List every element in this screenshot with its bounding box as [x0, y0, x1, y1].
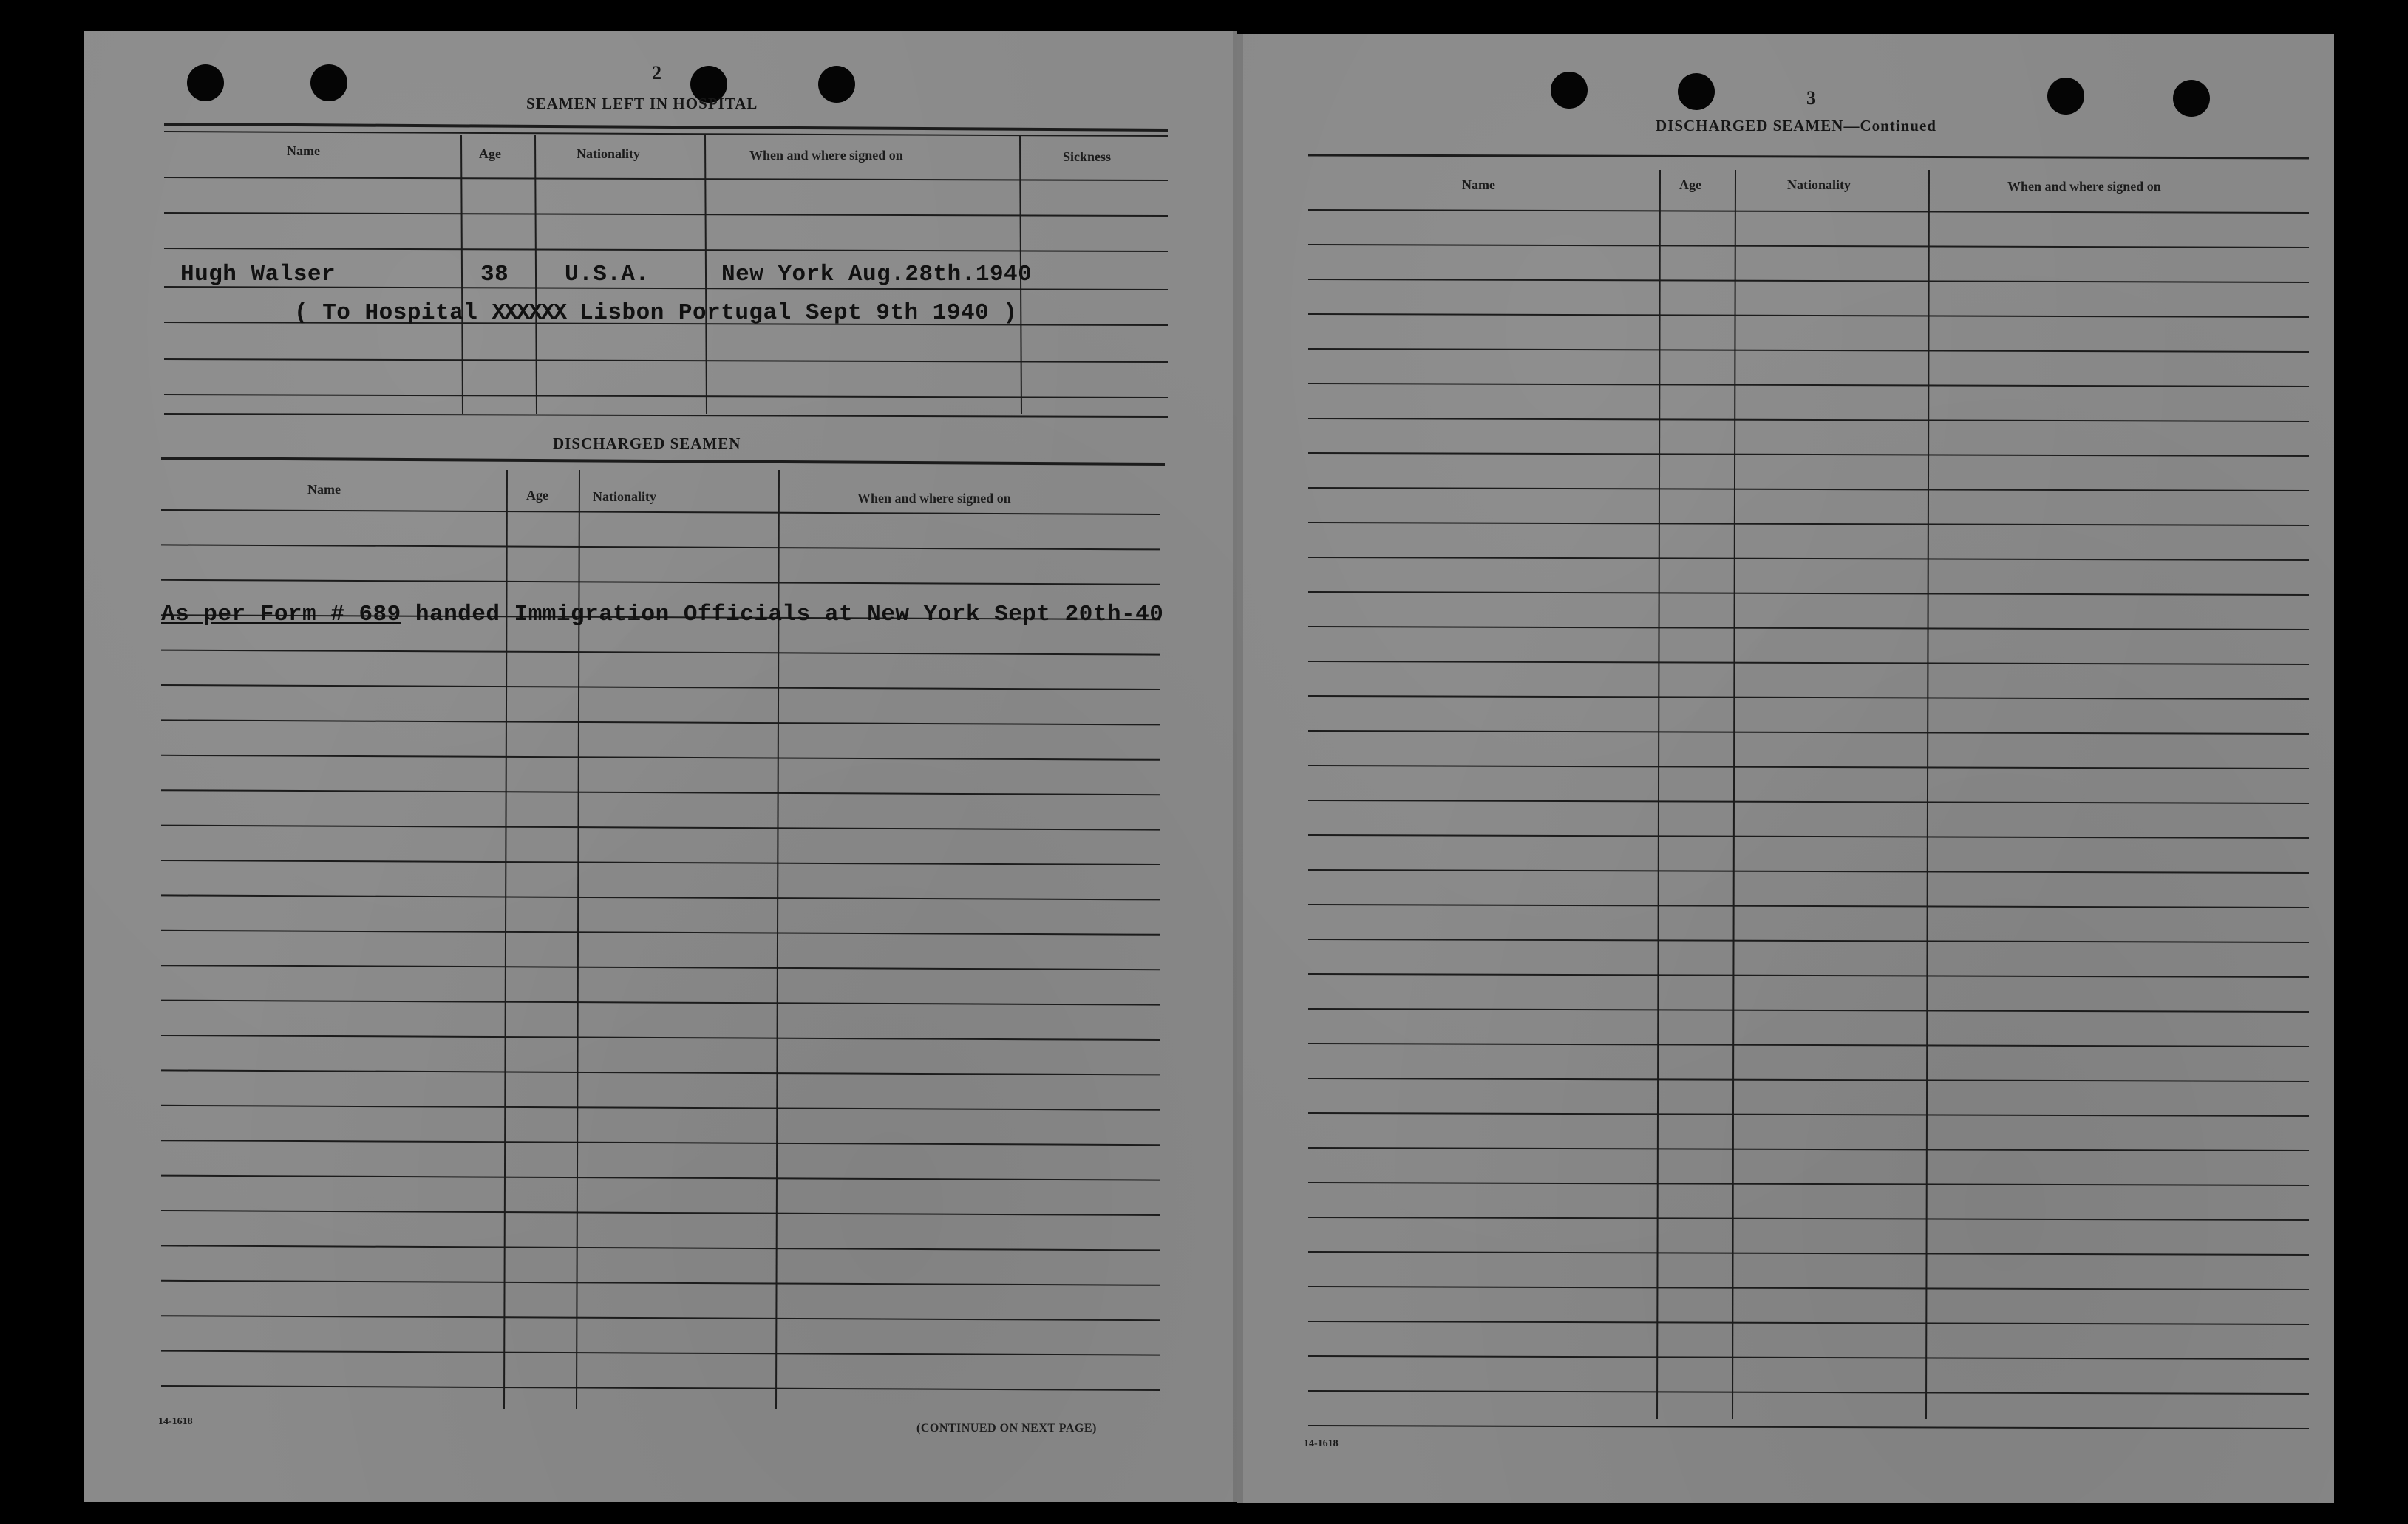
- col-header-signed-on: When and where signed on: [857, 491, 1011, 506]
- section-rule: [164, 132, 1168, 136]
- table-rule: [161, 1316, 1160, 1320]
- table-rule: [1308, 870, 2309, 873]
- discharge-note-underlined: As per Form # 689: [161, 602, 401, 627]
- table-rule: [164, 359, 1168, 362]
- table-rule: [1308, 766, 2309, 769]
- table-rule: [164, 177, 1168, 180]
- table-rule: [161, 860, 1160, 865]
- hospital-section-title: SEAMEN LEFT IN HOSPITAL: [526, 95, 758, 112]
- table-rule: [1308, 453, 2309, 456]
- discharge-note: [161, 602, 1163, 627]
- table-rule: [1308, 1287, 2309, 1290]
- table-rule: [1308, 974, 2309, 977]
- table-rule: [161, 580, 1160, 585]
- table-rule: [161, 1140, 1160, 1145]
- table-rule: [1308, 1217, 2309, 1220]
- table-rule: [161, 650, 1160, 655]
- table-rule: [1308, 1426, 2309, 1429]
- seaman-signed-on: New York Aug.28th.1940: [721, 262, 1033, 288]
- column-rule: [705, 135, 707, 414]
- table-rule: [1308, 523, 2309, 525]
- table-rule: [164, 248, 1168, 251]
- table-rule: [1308, 384, 2309, 387]
- table-rule: [161, 1351, 1160, 1355]
- table-rule: [161, 895, 1160, 899]
- seaman-name: Hugh Walser: [180, 262, 336, 288]
- table-rule: [161, 1281, 1160, 1285]
- col-header-age: Age: [1679, 177, 1701, 192]
- table-rule: [1308, 418, 2309, 421]
- table-rule: [161, 826, 1160, 830]
- table-rule: [1308, 1356, 2309, 1359]
- hospital-note-suffix: Lisbon Portugal Sept 9th 1940 ): [565, 300, 1018, 326]
- table-rule: [161, 1245, 1160, 1250]
- col-header-signed-on: When and where signed on: [749, 148, 903, 163]
- table-rule: [1308, 557, 2309, 560]
- table-rule: [161, 931, 1160, 935]
- table-rule: [1308, 349, 2309, 352]
- table-rule: [161, 1106, 1160, 1110]
- col-header-nationality: Nationality: [577, 146, 641, 161]
- table-rule: [1308, 245, 2309, 248]
- table-rule: [1308, 592, 2309, 595]
- table-rule: [1308, 939, 2309, 942]
- table-rule: [1308, 835, 2309, 838]
- table-rule: [161, 510, 1160, 514]
- table-rule: [161, 755, 1160, 760]
- column-rule: [1732, 170, 1735, 1419]
- col-header-name: Name: [307, 482, 341, 497]
- table-rule: [1308, 210, 2309, 213]
- col-header-age: Age: [479, 146, 501, 161]
- col-header-nationality: Nationality: [593, 489, 657, 504]
- column-rule: [535, 135, 537, 414]
- table-rule: [164, 213, 1168, 216]
- table-rule: [161, 1001, 1160, 1005]
- table-rule: [161, 685, 1160, 690]
- struck-out-text: XXXXXX: [492, 300, 566, 326]
- table-rule: [1308, 696, 2309, 699]
- page-number: 2: [652, 62, 661, 84]
- col-header-signed-on: When and where signed on: [2007, 179, 2161, 194]
- table-rule: [1308, 1113, 2309, 1116]
- table-rule: [161, 1070, 1160, 1075]
- table-rule: [161, 1211, 1160, 1215]
- table-rule: [161, 545, 1160, 549]
- table-rule: [1308, 800, 2309, 803]
- table-rule: [1308, 627, 2309, 630]
- table-rule: [1308, 1252, 2309, 1255]
- table-rule: [1308, 731, 2309, 734]
- form-number: 14-1618: [1304, 1438, 1339, 1449]
- table-rule: [161, 790, 1160, 795]
- table-rule: [1308, 488, 2309, 491]
- discharged-section-title: DISCHARGED SEAMEN: [553, 435, 741, 452]
- right-page-title: DISCHARGED SEAMEN—Continued: [1656, 117, 1936, 135]
- section-rule: [161, 458, 1165, 464]
- table-rule: [1308, 1044, 2309, 1047]
- table-rule: [161, 1035, 1160, 1040]
- col-header-nationality: Nationality: [1787, 177, 1851, 192]
- seaman-age: 38: [480, 262, 509, 288]
- col-header-sickness: Sickness: [1063, 149, 1112, 164]
- table-rule: [1308, 1321, 2309, 1324]
- page-number: 3: [1806, 87, 1816, 109]
- column-rule: [461, 135, 463, 414]
- col-header-age: Age: [526, 488, 548, 503]
- table-rule: [1308, 314, 2309, 317]
- hospital-note: [294, 300, 1017, 326]
- table-rule: [164, 414, 1168, 417]
- col-header-name: Name: [1462, 177, 1495, 192]
- continued-note: (CONTINUED ON NEXT PAGE): [916, 1422, 1097, 1435]
- table-rule: [161, 1176, 1160, 1180]
- section-rule: [164, 124, 1168, 130]
- table-rule: [1308, 1183, 2309, 1185]
- table-rule: [1308, 661, 2309, 664]
- discharge-note-rest: handed Immigration Officials at New York Sept 20th-40: [401, 602, 1164, 627]
- table-rule: [1308, 1148, 2309, 1151]
- table-rule: [161, 720, 1160, 724]
- section-rule: [1308, 155, 2309, 158]
- col-header-name: Name: [287, 143, 320, 158]
- table-rule: [1308, 1391, 2309, 1394]
- form-number: 14-1618: [158, 1416, 193, 1427]
- table-rule: [161, 1386, 1160, 1390]
- hospital-note-prefix: ( To Hospital: [294, 300, 492, 326]
- seaman-nationality: U.S.A.: [565, 262, 650, 288]
- table-rule: [1308, 905, 2309, 908]
- table-rule: [161, 965, 1160, 970]
- table-rule: [1308, 1078, 2309, 1081]
- column-rule: [1926, 170, 1929, 1419]
- table-rule: [1308, 1009, 2309, 1012]
- column-rule: [1657, 170, 1660, 1419]
- table-rule: [164, 395, 1168, 398]
- table-rule: [1308, 279, 2309, 282]
